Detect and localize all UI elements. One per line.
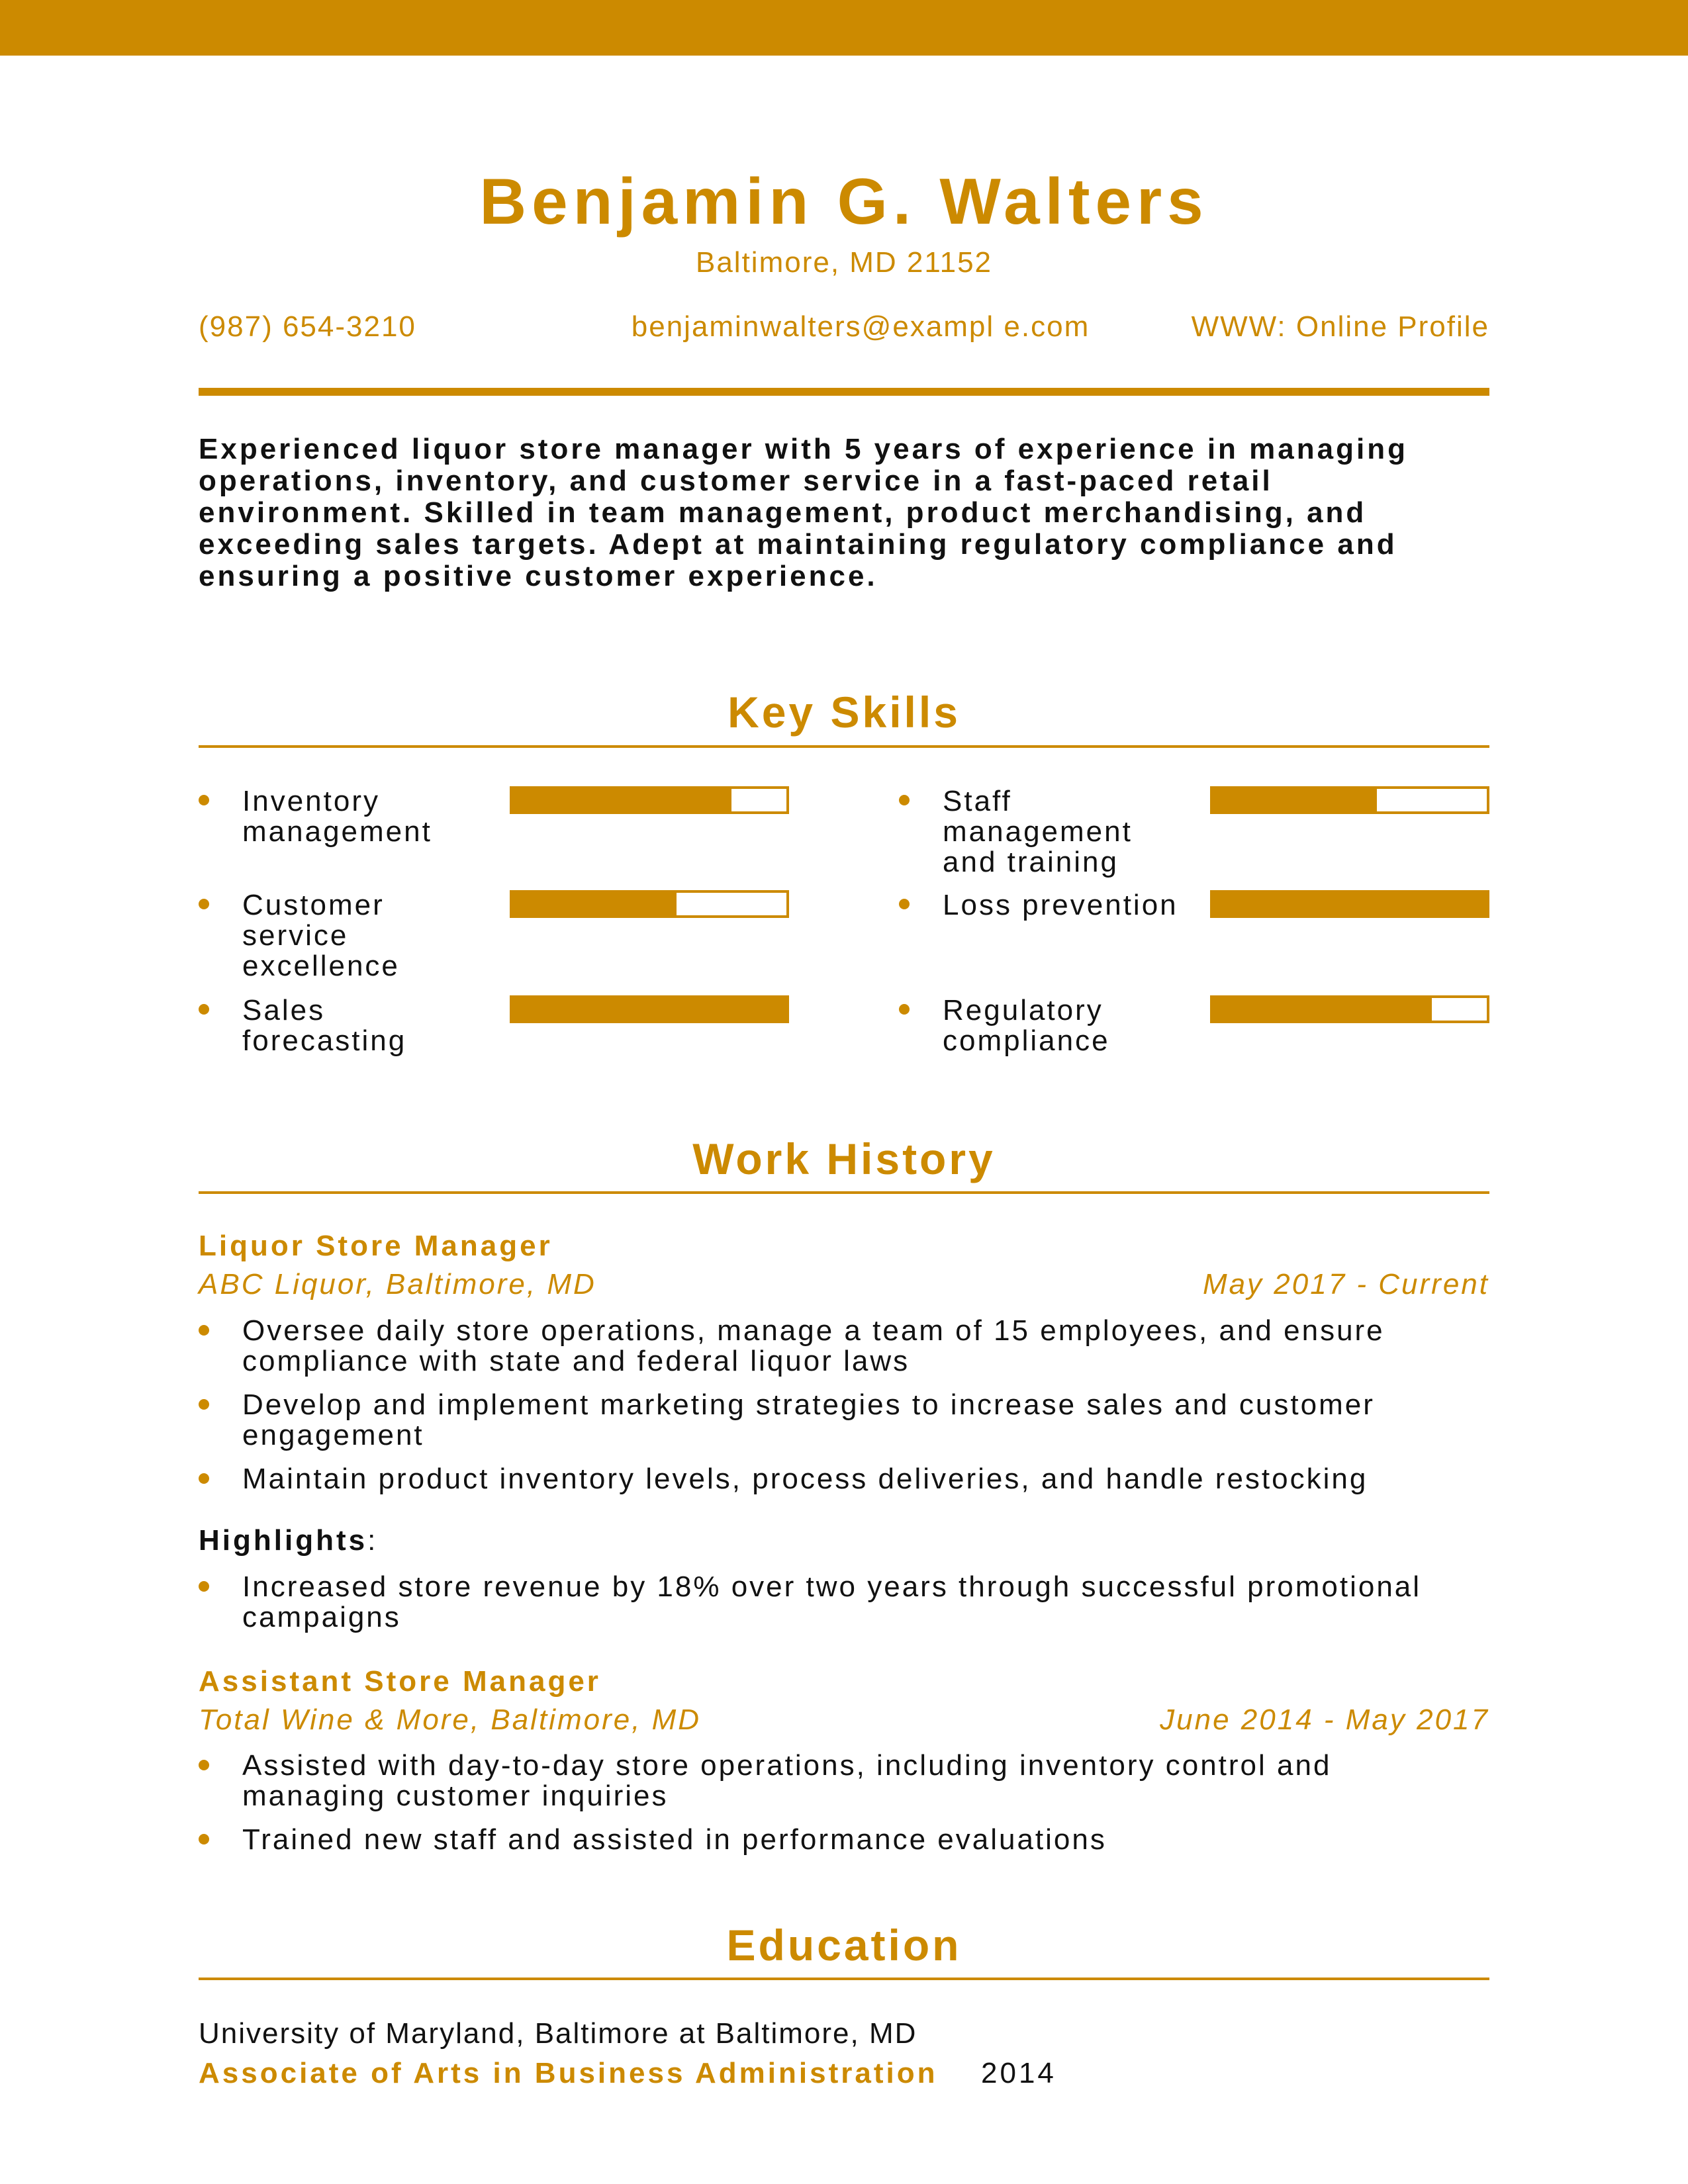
professional-summary: Experienced liquor store manager with 5 years of experience in managing operations, inventory, and customer service in a fast-paced retail environment. Skilled in team management, product merchandising, and exceeding sales targets. Adept at maintaining regulatory compliance and ensuring a positive customer experience.: [199, 433, 1408, 592]
top-accent-bar: [0, 0, 1688, 56]
bullet-icon: [199, 1473, 209, 1484]
skill-level-bar: [510, 890, 789, 918]
bullet-icon: [199, 1399, 209, 1410]
skill-level-fill: [1213, 998, 1432, 1021]
work-history-heading: Work History: [692, 1134, 996, 1183]
bullet-icon: [199, 1004, 209, 1015]
skill-label: Staff management and training: [943, 785, 1133, 878]
skill-label: Sales forecasting: [242, 994, 407, 1057]
skill-label: Loss prevention: [943, 889, 1178, 921]
bullet-icon: [199, 899, 209, 909]
skill-level-fill: [1213, 893, 1487, 915]
skill-level-bar: [510, 786, 789, 814]
bullet-icon: [199, 1834, 209, 1844]
skill-level-fill: [512, 789, 731, 811]
skills-divider: [199, 745, 1489, 748]
highlight-text: Increased store revenue by 18% over two years through successful promotional campaigns: [242, 1570, 1422, 1633]
bullet-icon: [899, 1004, 910, 1015]
skill-level-bar: [1210, 786, 1489, 814]
education-year: 2014: [981, 2057, 1056, 2089]
email-link[interactable]: benjaminwalters@exampl e.com: [631, 310, 1090, 343]
website-link[interactable]: WWW: Online Profile: [1191, 310, 1489, 343]
bullet-icon: [199, 1325, 209, 1336]
job-bullet-text: Trained new staff and assisted in performance evaluations: [242, 1823, 1107, 1856]
bullet-icon: [899, 899, 910, 909]
job-company: ABC Liquor, Baltimore, MD: [199, 1268, 596, 1300]
job-bullet-text: Develop and implement marketing strategies to increase sales and customer engagement: [242, 1388, 1375, 1451]
phone-number: (987) 654-3210: [199, 310, 416, 343]
address: Baltimore, MD 21152: [695, 246, 993, 279]
skill-level-fill: [512, 998, 786, 1021]
job-bullet-text: Assisted with day-to-day store operations, including inventory control and managing customer inquiries: [242, 1749, 1332, 1812]
job-dates: June 2014 - May 2017: [1160, 1704, 1489, 1736]
work-history-divider: [199, 1191, 1489, 1194]
skill-label: Inventory management: [242, 785, 432, 848]
job-title: Liquor Store Manager: [199, 1230, 553, 1262]
bullet-icon: [199, 1760, 209, 1770]
job-bullet-text: Oversee daily store operations, manage a team of 15 employees, and ensure compliance with state and federal liquor laws: [242, 1314, 1385, 1377]
education-divider: [199, 1978, 1489, 1980]
highlights-heading: [199, 1524, 378, 1557]
bullet-icon: [199, 1581, 209, 1592]
skill-level-fill: [512, 893, 677, 915]
education-school: University of Maryland, Baltimore at Baltimore, MD: [199, 2017, 917, 2050]
job-dates: May 2017 - Current: [1202, 1268, 1489, 1300]
job-title: Assistant Store Manager: [199, 1665, 601, 1698]
skill-label: Regulatory compliance: [943, 994, 1110, 1057]
skills-heading: Key Skills: [727, 688, 961, 737]
education-degree: Associate of Arts in Business Administration: [199, 2057, 938, 2089]
header-divider: [199, 388, 1489, 396]
skill-level-bar: [1210, 995, 1489, 1023]
bullet-icon: [899, 795, 910, 805]
highlights-label: Highlights: [199, 1524, 368, 1557]
job-bullet-text: Maintain product inventory levels, process deliveries, and handle restocking: [242, 1463, 1368, 1495]
skill-level-bar: [1210, 890, 1489, 918]
skill-level-bar: [510, 995, 789, 1023]
bullet-icon: [199, 795, 209, 805]
skill-label: Customer service excellence: [242, 889, 400, 982]
job-company: Total Wine & More, Baltimore, MD: [199, 1704, 702, 1736]
highlights-colon: :: [367, 1524, 379, 1557]
skill-level-fill: [1213, 789, 1377, 811]
candidate-name: Benjamin G. Walters: [479, 165, 1209, 238]
education-heading: Education: [726, 1921, 962, 1970]
